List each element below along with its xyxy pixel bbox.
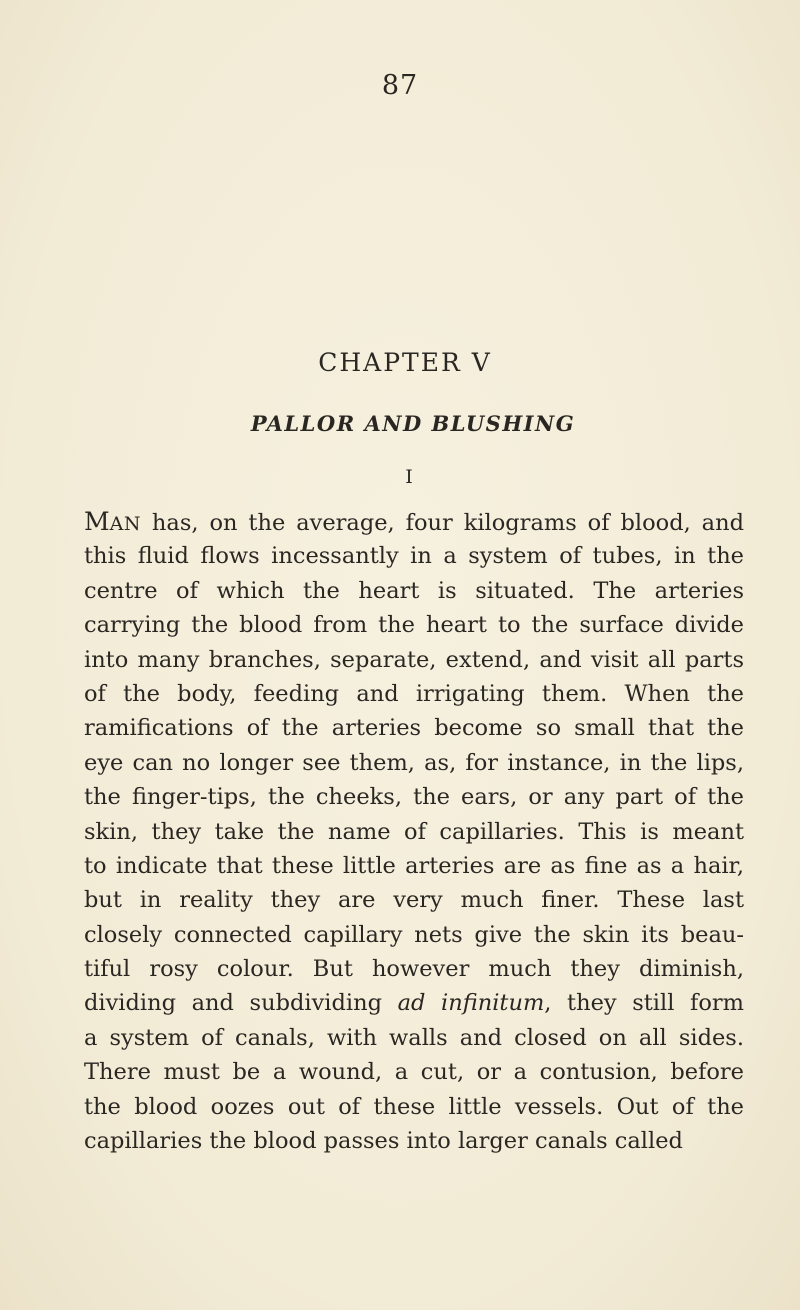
text-line: into many branches, separate, extend, and visit all parts — [84, 646, 744, 673]
small-caps-rest: AN — [109, 513, 141, 535]
text-line: of the body, feeding and irrigating them. When the — [84, 680, 744, 707]
body-paragraph — [84, 505, 744, 1158]
text-line-start: dividing and subdividing — [84, 990, 398, 1017]
text-line: centre of which the heart is situated. The arteries — [84, 577, 744, 604]
text-line-content: has, on the average, four kilograms of blood, and — [140, 510, 744, 536]
text-line — [84, 986, 744, 1020]
text-line: ramifications of the arteries become so small that the — [84, 715, 744, 742]
text-line: this fluid flows incessantly in a system of tubes, in the — [84, 543, 744, 570]
text-line: closely connected capillary nets give the skin its beau- — [84, 921, 744, 948]
text-line: eye can no longer see them, as, for instance, in the lips, — [84, 749, 744, 776]
page-number: 87 — [381, 70, 419, 101]
text-line: a system of canals, with walls and closed on all sides. — [84, 1024, 744, 1051]
text-line: to indicate that these little arteries are as fine as a hair, — [84, 852, 744, 879]
text-line: carrying the blood from the heart to the surface divide — [84, 612, 744, 639]
chapter-title: CHAPTER V — [318, 348, 492, 377]
text-line: capillaries the blood passes into larger canals called — [84, 1128, 683, 1155]
text-line: skin, they take the name of capillaries. This is meant — [84, 818, 744, 845]
text-line-end: , they still form — [544, 990, 744, 1017]
text-line: the finger-tips, the cheeks, the ears, or any part of the — [84, 784, 744, 811]
text-line — [84, 505, 744, 539]
text-line: tiful rosy colour. But however much they diminish, — [84, 956, 744, 983]
text-line: the blood oozes out of these little vessels. Out of the — [84, 1093, 744, 1120]
text-line: There must be a wound, a cut, or a contusion, before — [84, 1059, 744, 1086]
text-line: but in reality they are very much finer. These last — [84, 887, 744, 914]
section-number: I — [405, 466, 413, 488]
italic-phrase: ad infinitum — [397, 990, 545, 1017]
small-caps-initial: M — [84, 507, 110, 536]
chapter-subtitle: PALLOR AND BLUSHING — [250, 411, 576, 436]
